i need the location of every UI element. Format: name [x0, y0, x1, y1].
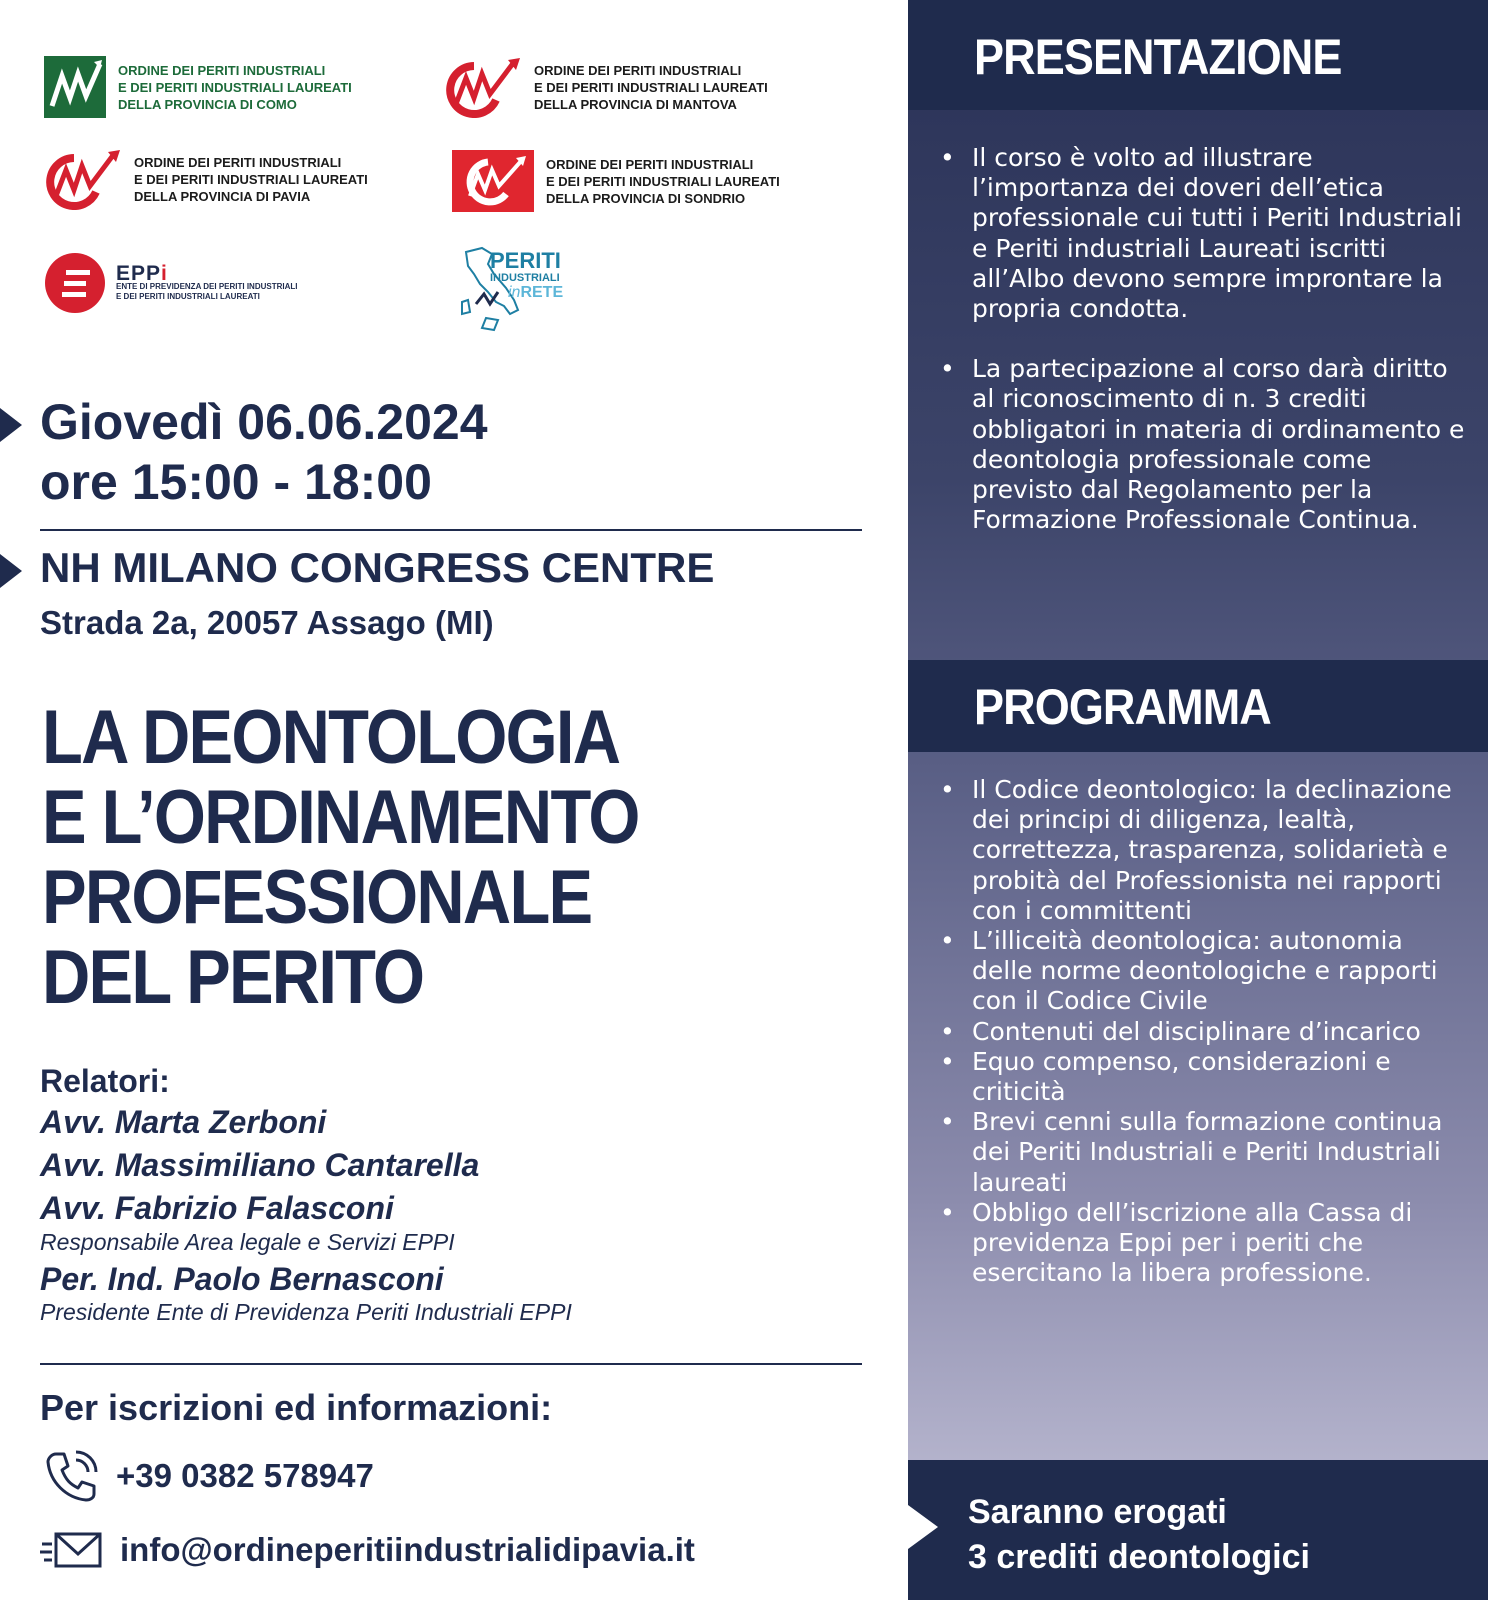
programma-item: • Equo compenso, considerazioni e criticità [938, 1047, 1468, 1107]
como-line2: E DEI PERITI INDUSTRIALI LAUREATI [118, 79, 352, 95]
ordine-sondrio-logo-icon [452, 150, 534, 212]
event-date: Giovedì 06.06.2024 [40, 394, 488, 450]
sondrio-line2: E DEI PERITI INDUSTRIALI LAUREATI [546, 173, 780, 189]
logo-ordine-sondrio [452, 150, 780, 212]
eppi-line2: E DEI PERITI INDUSTRIALI LAUREATI [116, 291, 260, 301]
speaker-falasconi: Avv. Fabrizio Falasconi [40, 1190, 394, 1226]
speaker-falasconi-role: Responsabile Area legale e Servizi EPPI [40, 1229, 455, 1255]
title-line2: E L’ORDINAMENTO [42, 775, 639, 860]
presentazione-list [938, 143, 1468, 535]
phone-icon [44, 1448, 100, 1504]
credits-line2: 3 crediti deontologici [968, 1538, 1310, 1576]
mantova-line3: DELLA PROVINCIA DI MANTOVA [534, 96, 737, 112]
credits-line1: Saranno erogati [968, 1493, 1227, 1531]
contacts-heading: Per iscrizioni ed informazioni: [40, 1387, 553, 1428]
programma-header [908, 660, 1488, 752]
logo-ordine-como [44, 56, 352, 118]
pavia-line2: E DEI PERITI INDUSTRIALI LAUREATI [134, 171, 368, 187]
rete-line3b: RETE [520, 284, 564, 301]
date-arrow-icon [0, 408, 22, 442]
right-column [908, 0, 1488, 1600]
presentazione-item: • La partecipazione al corso darà diritto al riconoscimento di n. 3 crediti obbligatori in materia di ordinamento e deontologia professionale come previsto dal Regolamento per la Formazione Professionale Continua. [938, 354, 1468, 535]
event-venue: NH MILANO CONGRESS CENTRE [40, 544, 715, 591]
programma-item: • L’illiceità deontologica: autonomia delle norme deontologiche e rapporti con il Codice Civile [938, 926, 1468, 1017]
rete-line2: INDUSTRIALI [490, 272, 560, 284]
eppi-logo-icon [44, 252, 106, 314]
divider-bottom [40, 1363, 862, 1365]
speaker-cantarella: Avv. Massimiliano Cantarella [40, 1147, 480, 1183]
como-line1: ORDINE DEI PERITI INDUSTRIALI [118, 62, 326, 78]
ordine-pavia-logo-icon [44, 148, 122, 210]
contact-email[interactable] [40, 1530, 695, 1570]
divider-top [40, 529, 862, 531]
eppi-line1: ENTE DI PREVIDENZA DEI PERITI INDUSTRIALI [116, 281, 298, 291]
presentazione-item: • Il corso è volto ad illustrare l’importanza dei doveri dell’etica professionale cui tutti i Periti Industriali e Periti industriali Laureati iscritti all’Albo devono sempre improntare la propria condotta. [938, 143, 1468, 324]
logo-periti-in-rete [452, 244, 592, 340]
event-address: Strada 2a, 20057 Assago (MI) [40, 604, 494, 641]
programma-item: • Obbligo dell’iscrizione alla Cassa di previdenza Eppi per i periti che esercitano la libera professione. [938, 1198, 1468, 1289]
pavia-line3: DELLA PROVINCIA DI PAVIA [134, 188, 311, 204]
como-line3: DELLA PROVINCIA DI COMO [118, 96, 297, 112]
event-title [42, 695, 639, 1020]
mantova-line1: ORDINE DEI PERITI INDUSTRIALI [534, 62, 742, 78]
contact-phone[interactable] [44, 1448, 374, 1504]
mantova-line2: E DEI PERITI INDUSTRIALI LAUREATI [534, 79, 768, 95]
sondrio-line1: ORDINE DEI PERITI INDUSTRIALI [546, 156, 754, 172]
sondrio-line3: DELLA PROVINCIA DI SONDRIO [546, 190, 746, 206]
banner-notch-icon [908, 1505, 938, 1549]
title-line1: LA DEONTOLOGIA [42, 695, 620, 780]
venue-arrow-icon [0, 554, 22, 588]
eppi-name-i: i [161, 261, 168, 285]
speaker-zerboni: Avv. Marta Zerboni [40, 1104, 327, 1140]
title-line3: PROFESSIONALE [42, 855, 592, 940]
event-date-block [40, 392, 488, 512]
speaker-bernasconi: Per. Ind. Paolo Bernasconi [40, 1261, 444, 1297]
email-address[interactable]: info@ordineperitiindustrialidipavia.it [120, 1531, 695, 1568]
event-time: ore 15:00 - 18:00 [40, 454, 432, 510]
programma-item: • Contenuti del disciplinare d’incarico [938, 1017, 1468, 1047]
presentazione-header [908, 0, 1488, 110]
logo-ordine-pavia [44, 148, 368, 210]
phone-number[interactable]: +39 0382 578947 [116, 1457, 374, 1494]
rete-line3a: in [508, 284, 521, 301]
logo-ordine-mantova [444, 56, 768, 118]
ordine-mantova-logo-icon [444, 56, 522, 118]
programma-item: • Il Codice deontologico: la declinazione dei principi di diligenza, lealtà, correttezza, trasparenza, solidarietà e probità del Professionista nei rapporti con i committenti [938, 775, 1468, 926]
presentazione-heading: PRESENTAZIONE [974, 29, 1342, 85]
pavia-line1: ORDINE DEI PERITI INDUSTRIALI [134, 154, 342, 170]
eppi-name: EPP [116, 261, 162, 285]
programma-list [938, 775, 1468, 1288]
speaker-bernasconi-role: Presidente Ente di Previdenza Periti Industriali EPPI [40, 1299, 572, 1325]
ordine-como-logo-icon [44, 56, 106, 118]
speakers-heading: Relatori: [40, 1063, 170, 1099]
envelope-icon [40, 1530, 104, 1570]
programma-heading: PROGRAMMA [974, 679, 1271, 735]
programma-item: • Brevi cenni sulla formazione continua dei Periti Industriali e Periti Industriali laureati [938, 1107, 1468, 1198]
rete-line1: PERITI [490, 248, 561, 273]
logo-eppi [44, 252, 298, 314]
credits-banner [908, 1460, 1488, 1600]
title-line4: DEL PERITO [42, 935, 424, 1020]
